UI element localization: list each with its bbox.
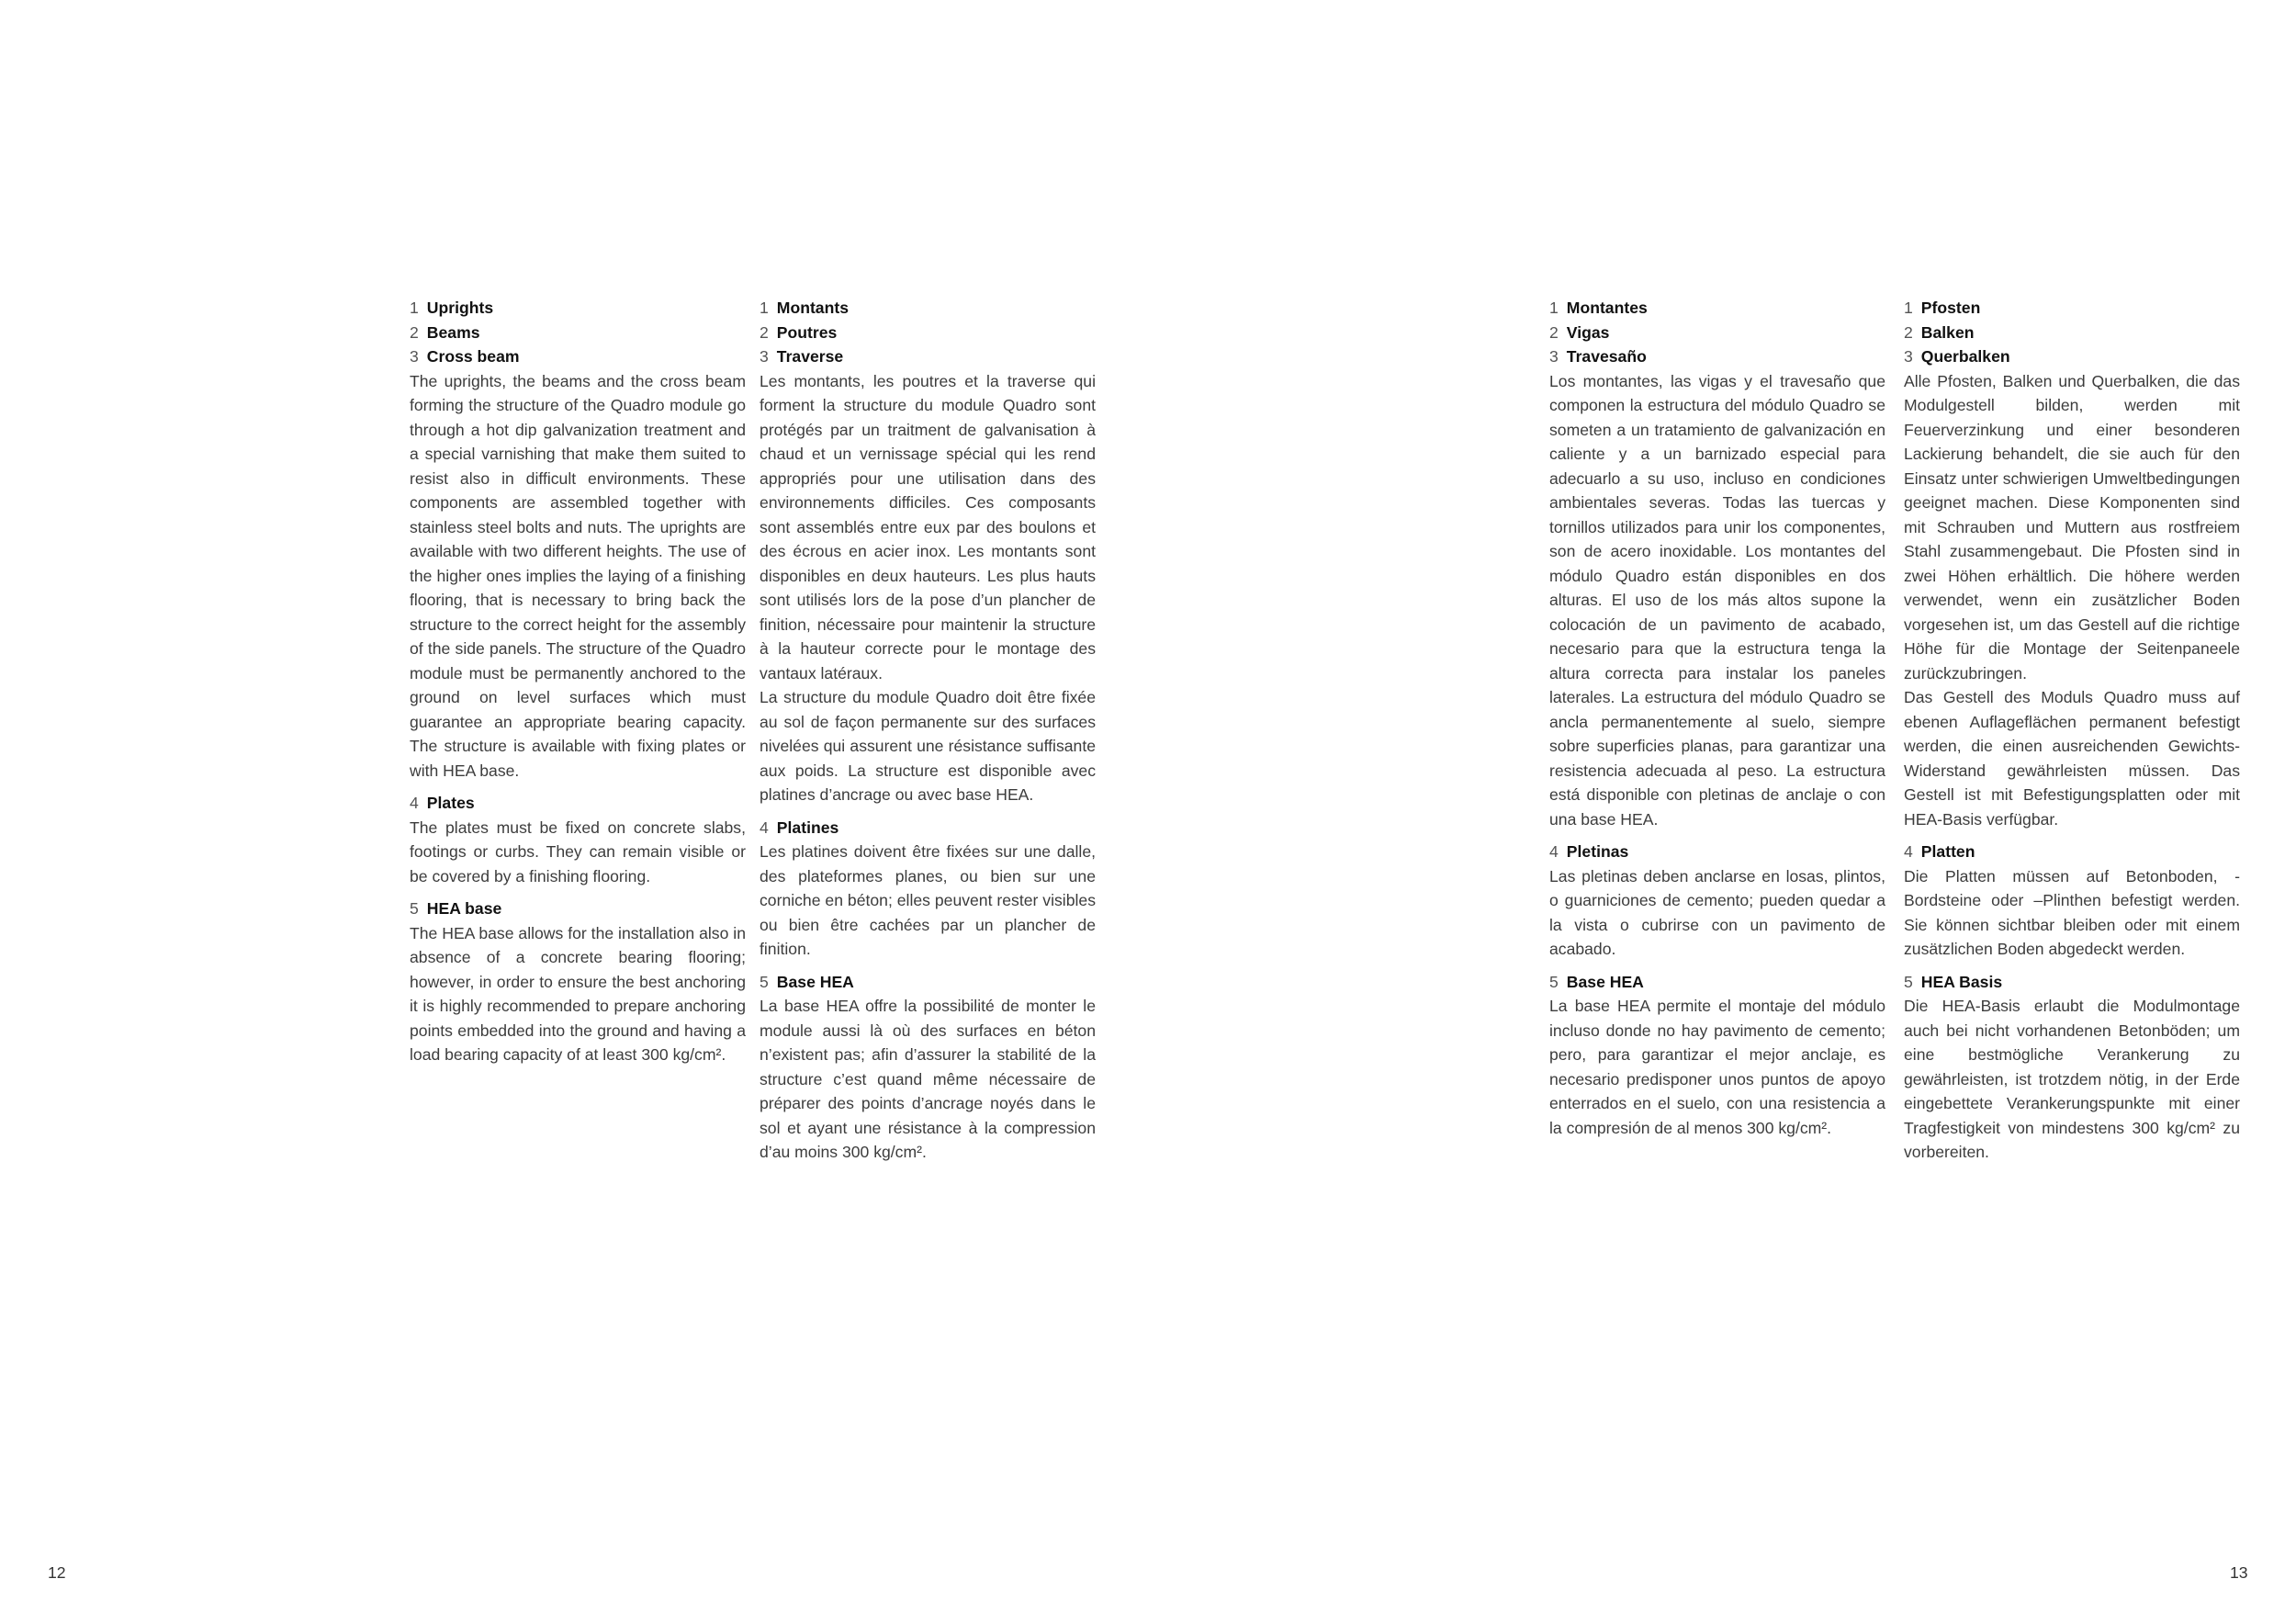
item-2: 2 Poutres xyxy=(760,322,838,342)
section-4-heading: 4 Platines xyxy=(760,818,839,837)
body-paragraph-2: Das Gestell des Moduls Quadro muss auf ebenen Auflageflächen permanent befestigt werden, die einen ausreichenden Gewichts-Widerstand gewährleisten müssen. Das Gestell ist mit Befestigungsplatten oder mit HEA-Basis verfügbar. xyxy=(1904,688,2240,829)
section-4-heading: 4 Pletinas xyxy=(1549,842,1629,861)
item-3: 3 Querbalken xyxy=(1904,347,2010,366)
section-5-text: Die HEA-Basis erlaubt die Modulmontage auch bei nicht vorhandenen Betonböden; um eine bestmögliche Verankerung zu gewährleisten, ist trotzdem nötig, in der Erde eingebettete Verankerungspunkte mit einer Tragfestigkeit von mindestens 300 kg/cm² zu vorbereiten. xyxy=(1904,997,2240,1161)
section-4-text: Les platines doivent être fixées sur une dalle, des plateformes planes, ou bien sur une corniche en béton; elles peuvent rester visibles ou bien être cachées par un plancher de finition. xyxy=(760,842,1096,958)
item-1: 1 Pfosten xyxy=(1904,299,1981,317)
section-5-heading: 5 HEA Basis xyxy=(1904,972,2003,991)
body-paragraph: Alle Pfosten, Balken und Querbalken, die das Modulgestell bilden, werden mit Feuerverzinkung und einer besonderen Lackierung behandelt, die sie auch für den Einsatz unter schwierigen Umweltbedingungen geeignet machen. Diese Komponenten sind mit Schrauben und Muttern aus rostfreiem Stahl zusammengebaut. Die Pfosten sind in zwei Höhen erhältlich. Die höhere werden verwendet, wenn ein zusätzlicher Boden vorgesehen ist, um das Gestell auf die richtige Höhe für die Montage der Seitenpaneele zurückzubringen. xyxy=(1904,371,2240,682)
item-2: 2 Balken xyxy=(1904,322,1975,342)
item-1: 1 Montants xyxy=(760,299,849,317)
section-4-text: The plates must be fixed on concrete slabs, footings or curbs. They can remain visible or be covered by a finishing flooring. xyxy=(410,818,746,885)
column-english xyxy=(410,296,746,1067)
item-3: 3 Traverse xyxy=(760,347,844,366)
column-spanish xyxy=(1549,296,1885,1140)
item-3: 3 Travesaño xyxy=(1549,347,1647,366)
item-1: 1 Montantes xyxy=(1549,299,1648,317)
section-5-heading: 5 HEA base xyxy=(410,899,502,918)
item-3: 3 Cross beam xyxy=(410,347,520,366)
section-5-heading: 5 Base HEA xyxy=(760,972,854,991)
section-5-text: The HEA base allows for the installation also in absence of a concrete bearing flooring; however, in order to ensure the best anchoring it is highly recommended to prepare anchoring points embedded into the ground and having a load bearing capacity of at least 300 kg/cm². xyxy=(410,923,746,1064)
section-4-text: Las pletinas deben anclarse en losas, plintos, o guarniciones de cemento; pueden quedar a la vista o cubrirse con un pavimento de acabado. xyxy=(1549,866,1885,958)
body-paragraph: Les montants, les poutres et la traverse qui forment la structure du module Quadro sont protégés par un traitment de galvanisation à chaud et un vernissage spécial qui les rend appropriés pour une utilisation dans des environnements difficiles. Ces composants sont assemblés entre eux par des boulons et des écrous en acier inox. Les montants sont disponibles en deux hauteurs. Les plus hauts sont utilisés lors de la pose d’un plancher de finition, nécessaire pour maintenir la structure à la hauteur correcte pour le montage des vantaux latéraux. xyxy=(760,371,1096,682)
body-paragraph: Los montantes, las vigas y el travesaño que componen la estructura del módulo Quadro se someten a un tratamiento de galvanización en caliente y a un barnizado especial para adecuarlo a su uso, incluso en condiciones ambientales severas. Todas las tuercas y tornillos utilizados para unir los componentes, son de acero inoxidable. Los montantes del módulo Quadro están disponibles en dos alturas. El uso de los más altos supone la colocación de un pavimento de acabado, necesario para que la estructura tenga la altura correcta para instalar los paneles laterales. La estructura del módulo Quadro se ancla permanentemente al suelo, siempre sobre superficies planas, para garantizar una resistencia adecuada al peso. La estructura está disponible con pletinas de anclaje o con una base HEA. xyxy=(1549,371,1885,829)
body-paragraph: The uprights, the beams and the cross beam forming the structure of the Quadro module go through a hot dip galvanization treatment and a special varnishing that make them suited to resist also in difficult environments. These components are assembled together with stainless steel bolts and nuts. The uprights are available with two different heights. The use of the higher ones implies the laying of a finishing flooring, that is necessary to bring back the structure to the correct height for the assembly of the side panels. The structure of the Quadro module must be permanently anchored to the ground on level surfaces which must guarantee an appropriate bearing capacity. The structure is available with fixing plates or with HEA base. xyxy=(410,371,746,780)
item-2: 2 Beams xyxy=(410,322,480,342)
page-number-right: 13 xyxy=(2230,1563,2248,1582)
item-1: 1 Uprights xyxy=(410,299,494,317)
section-4-text: Die Platten müssen auf Betonboden, -Bordsteine oder –Plinthen befestigt werden. Sie können sichtbar bleiben oder mit einem zusätzlichen Boden abgedeckt werden. xyxy=(1904,866,2240,958)
column-german xyxy=(1904,296,2240,1165)
page-number-left: 12 xyxy=(48,1563,66,1582)
column-french xyxy=(760,296,1096,1165)
section-4-heading: 4 Plates xyxy=(410,794,475,812)
section-4-heading: 4 Platten xyxy=(1904,842,1975,861)
section-5-text: La base HEA offre la possibilité de monter le module aussi là où des surfaces en béton n’existent pas; afin d’assurer la stabilité de la structure c’est quand même nécessaire de préparer des points d’ancrage noyés dans le sol et ayant une résistance à la compression d’au moins 300 kg/cm². xyxy=(760,997,1096,1161)
section-5-text: La base HEA permite el montaje del módulo incluso donde no hay pavimento de cemento; pero, para garantizar el mejor anclaje, es necesario predisponer unos puntos de apoyo enterrados en el suelo, con una resistencia a la compresión de al menos 300 kg/cm². xyxy=(1549,997,1885,1137)
section-5-heading: 5 Base HEA xyxy=(1549,972,1644,991)
item-2: 2 Vigas xyxy=(1549,322,1610,342)
body-paragraph-2: La structure du module Quadro doit être fixée au sol de façon permanente sur des surfaces nivelées qui assurent une résistance suffisante aux poids. La structure est disponible avec platines d’ancrage ou avec base HEA. xyxy=(760,688,1096,804)
